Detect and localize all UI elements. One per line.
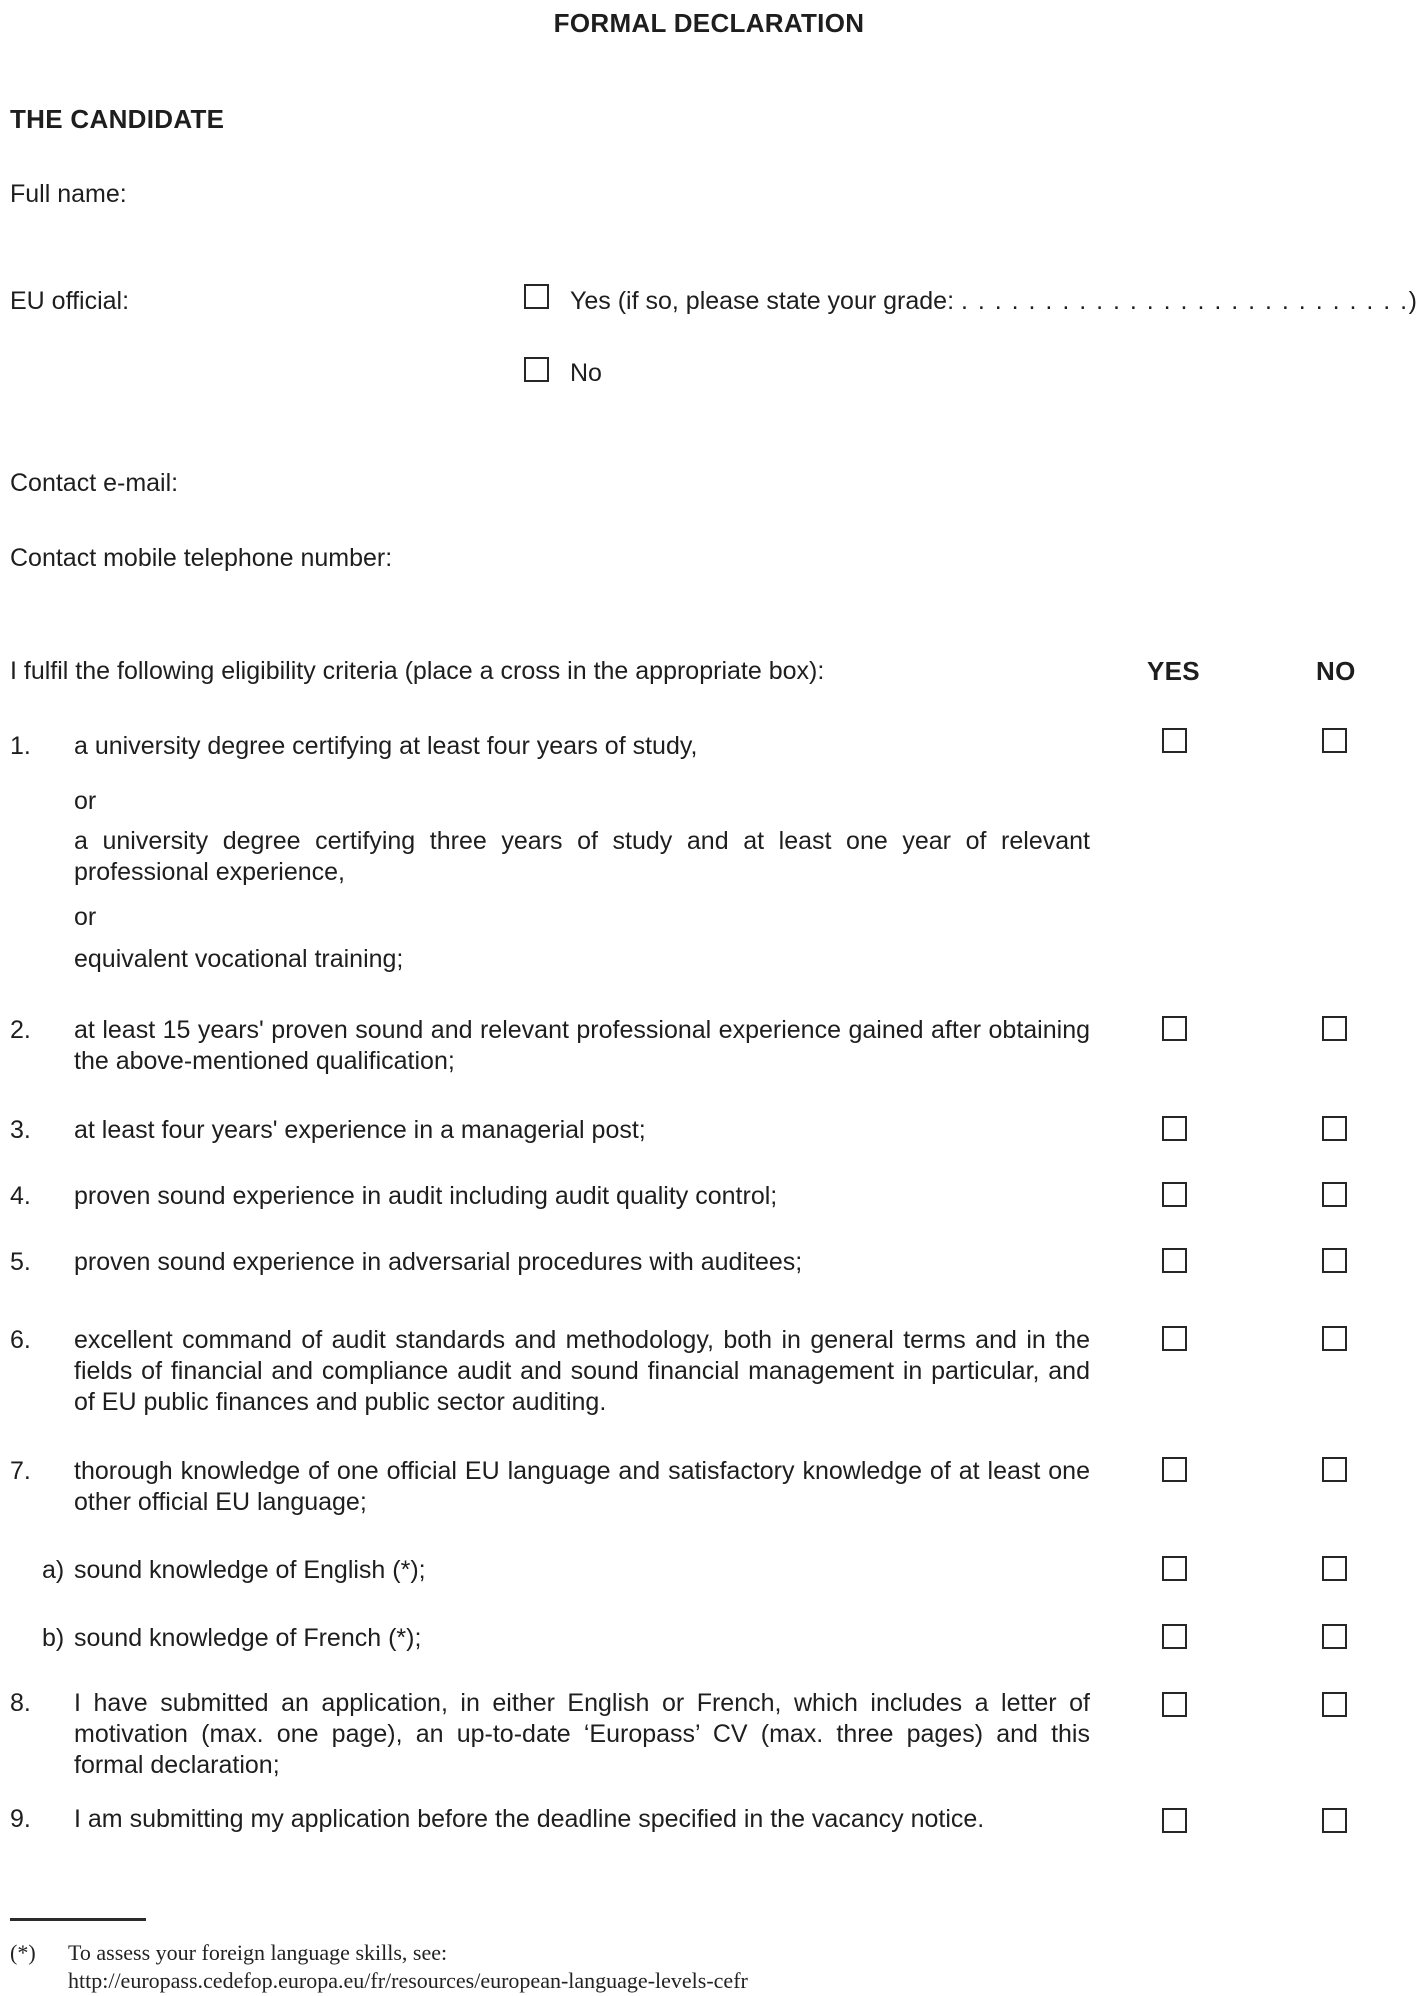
item-3-yes-checkbox[interactable]	[1162, 1116, 1187, 1141]
item-5-no-checkbox[interactable]	[1322, 1248, 1347, 1273]
item-1-number: 1.	[10, 732, 31, 760]
item-9-no-checkbox[interactable]	[1322, 1808, 1347, 1833]
candidate-heading: THE CANDIDATE	[10, 104, 225, 134]
item-9-yes-checkbox[interactable]	[1162, 1808, 1187, 1833]
item-6-yes-checkbox[interactable]	[1162, 1326, 1187, 1351]
yes-column-header: YES	[1147, 656, 1200, 686]
grade-close-paren: )	[1408, 287, 1417, 315]
item-1-line-2: a university degree certifying three years of study and at least one year of relevant professional experience,	[74, 827, 1090, 886]
item-4-no-checkbox[interactable]	[1322, 1182, 1347, 1207]
item-8-yes-checkbox[interactable]	[1162, 1692, 1187, 1717]
item-4-yes-checkbox[interactable]	[1162, 1182, 1187, 1207]
item-2-text: at least 15 years' proven sound and relevant professional experience gained after obtaining the above-mentioned qualification;	[74, 1016, 1090, 1075]
item-6-number: 6.	[10, 1326, 31, 1354]
item-1-line-1: a university degree certifying at least four years of study,	[74, 732, 698, 760]
item-9-number: 9.	[10, 1805, 31, 1833]
item-1-or-1: or	[74, 787, 97, 815]
page-title: FORMAL DECLARATION	[553, 8, 865, 38]
item-8-text: I have submitted an application, in either English or French, which includes a letter of motivation (max. one page), an up-to-date ‘Europass’ CV (max. three pages) and this formal declaration;	[74, 1689, 1090, 1779]
item-9-text: I am submitting my application before the deadline specified in the vacancy notice.	[74, 1805, 985, 1833]
eu-official-yes-checkbox[interactable]	[524, 284, 549, 309]
eu-official-no-checkbox[interactable]	[524, 357, 549, 382]
no-column-header: NO	[1316, 656, 1356, 686]
eu-official-yes-label: Yes (if so, please state your grade:	[570, 287, 961, 315]
item-8-no-checkbox[interactable]	[1322, 1692, 1347, 1717]
item-5-number: 5.	[10, 1248, 31, 1276]
item-7b-no-checkbox[interactable]	[1322, 1624, 1347, 1649]
item-2-yes-checkbox[interactable]	[1162, 1016, 1187, 1041]
item-7-number: 7.	[10, 1457, 31, 1485]
eu-official-no-label: No	[570, 359, 602, 387]
item-6-no-checkbox[interactable]	[1322, 1326, 1347, 1351]
item-3-text: at least four years' experience in a managerial post;	[74, 1116, 646, 1144]
item-8-number: 8.	[10, 1689, 31, 1717]
footnote-text: To assess your foreign language skills, see:	[68, 1940, 448, 1965]
item-7-yes-checkbox[interactable]	[1162, 1457, 1187, 1482]
footnote-marker: (*)	[10, 1940, 36, 1965]
item-7-text: thorough knowledge of one official EU language and satisfactory knowledge of at least one other official EU language;	[74, 1457, 1090, 1516]
item-4-number: 4.	[10, 1182, 31, 1210]
item-7b-marker: b)	[42, 1624, 65, 1652]
item-4-text: proven sound experience in audit including audit quality control;	[74, 1182, 778, 1210]
item-5-text: proven sound experience in adversarial procedures with auditees;	[74, 1248, 803, 1276]
item-1-no-checkbox[interactable]	[1322, 728, 1347, 753]
item-3-number: 3.	[10, 1116, 31, 1144]
item-7b-text: sound knowledge of French (*);	[74, 1624, 422, 1652]
item-5-yes-checkbox[interactable]	[1162, 1248, 1187, 1273]
contact-mobile-label: Contact mobile telephone number:	[10, 544, 393, 572]
footnote-rule	[10, 1918, 146, 1921]
criteria-intro: I fulfil the following eligibility criteria (place a cross in the appropriate box):	[10, 657, 825, 685]
item-7b-yes-checkbox[interactable]	[1162, 1624, 1187, 1649]
item-2-no-checkbox[interactable]	[1322, 1016, 1347, 1041]
item-7a-marker: a)	[42, 1556, 65, 1584]
full-name-label: Full name:	[10, 180, 127, 208]
item-1-yes-checkbox[interactable]	[1162, 728, 1187, 753]
item-2-number: 2.	[10, 1016, 31, 1044]
contact-email-label: Contact e-mail:	[10, 469, 179, 497]
item-7a-yes-checkbox[interactable]	[1162, 1556, 1187, 1581]
item-3-no-checkbox[interactable]	[1322, 1116, 1347, 1141]
item-7-no-checkbox[interactable]	[1322, 1457, 1347, 1482]
item-1-line-3: equivalent vocational training;	[74, 945, 404, 973]
eu-official-label: EU official:	[10, 287, 130, 315]
grade-dots: . . . . . . . . . . . . . . . . . . . . . . . . . . .	[960, 287, 1409, 315]
item-7a-no-checkbox[interactable]	[1322, 1556, 1347, 1581]
item-6-text: excellent command of audit standards and methodology, both in general terms and in the fields of financial and compliance audit and sound financial management in particular, and of EU public finances and public sector auditing.	[74, 1326, 1090, 1416]
item-7a-text: sound knowledge of English (*);	[74, 1556, 426, 1584]
footnote-url: http://europass.cedefop.europa.eu/fr/resources/european-language-levels-cefr	[68, 1968, 748, 1993]
eu-official-yes-row	[570, 286, 1417, 317]
item-1-or-2: or	[74, 903, 97, 931]
